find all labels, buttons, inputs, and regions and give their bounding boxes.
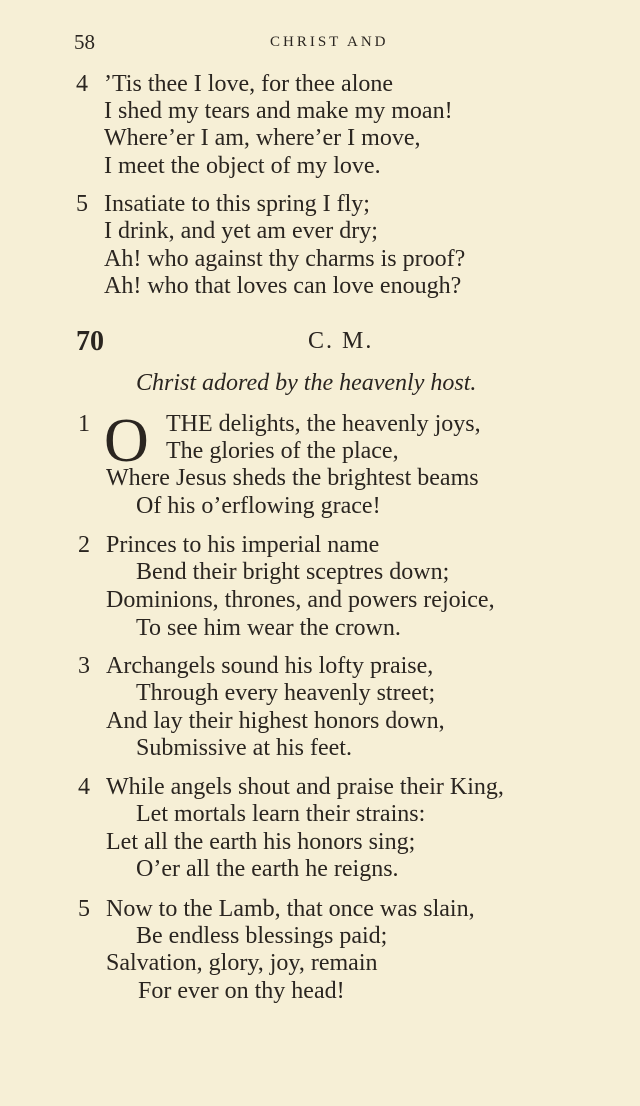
running-title: CHRIST AND — [270, 34, 389, 50]
verse-number: 3 — [78, 653, 90, 679]
verse-line: Submissive at his feet. — [136, 735, 352, 761]
hymn-number: 70 — [76, 326, 104, 357]
drop-cap: O — [104, 407, 149, 475]
verse-line: I shed my tears and make my moan! — [104, 98, 453, 124]
page-number: 58 — [74, 30, 95, 54]
verse-line: Ah! who that loves can love enough? — [104, 273, 462, 299]
verse-number: 5 — [76, 191, 88, 217]
verse-line: Be endless blessings paid; — [136, 923, 388, 949]
verse-line: I meet the object of my love. — [104, 153, 381, 179]
verse-line: Ah! who against thy charms is proof? — [104, 246, 466, 272]
verse-line: Where’er I am, where’er I move, — [104, 125, 421, 151]
verse-line: For ever on thy head! — [138, 978, 345, 1004]
verse-line: Now to the Lamb, that once was slain, — [106, 896, 475, 922]
verse-line: Let mortals learn their strains: — [136, 801, 426, 827]
verse-line: Insatiate to this spring I fly; — [104, 191, 370, 217]
verse-number: 4 — [78, 774, 90, 800]
verse-line: ’Tis thee I love, for thee alone — [104, 71, 394, 97]
verse-line: Bend their bright sceptres down; — [136, 559, 450, 585]
verse-line: To see him wear the crown. — [136, 615, 401, 641]
verse-line: I drink, and yet am ever dry; — [104, 218, 378, 244]
verse-line: Dominions, thrones, and powers rejoice, — [106, 587, 495, 613]
verse-line: Let all the earth his honors sing; — [106, 829, 416, 855]
verse-number: 4 — [76, 71, 88, 97]
verse-line: Princes to his imperial name — [106, 532, 380, 558]
verse-line: Archangels sound his lofty praise, — [106, 653, 434, 679]
verse-line: Where Jesus sheds the brightest beams — [106, 465, 479, 491]
verse-line: While angels shout and praise their King, — [106, 774, 504, 800]
hymn-title: Christ adored by the heavenly host. — [136, 370, 477, 396]
verse-line: Of his o’erflowing grace! — [136, 493, 381, 519]
verse-number: 5 — [78, 896, 90, 922]
verse-line: O’er all the earth he reigns. — [136, 856, 399, 882]
verse-line: Salvation, glory, joy, remain — [106, 950, 378, 976]
verse-line: The glories of the place, — [166, 438, 399, 464]
verse-number: 1 — [78, 411, 90, 437]
hymn-meter: C. M. — [308, 328, 374, 354]
verse-line: Through every heavenly street; — [136, 680, 436, 706]
verse-line: THE delights, the heavenly joys, — [166, 411, 481, 437]
verse-number: 2 — [78, 532, 90, 558]
verse-line: And lay their highest honors down, — [106, 708, 445, 734]
